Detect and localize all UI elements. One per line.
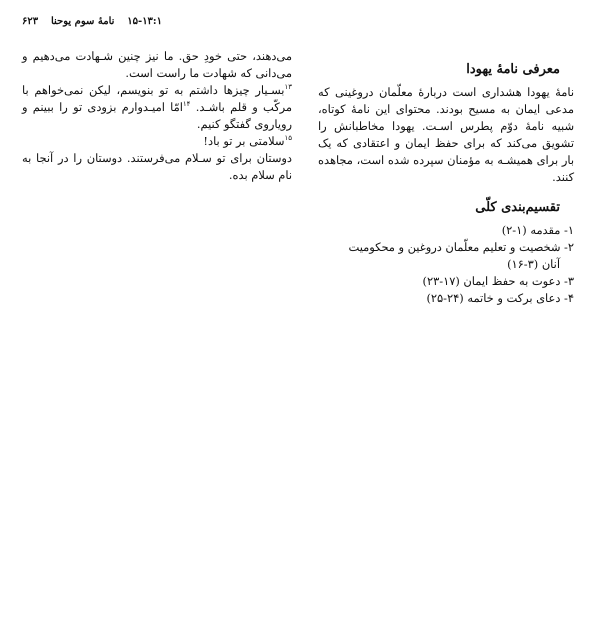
outline-item: ۱- مقدمه (۱-۲) xyxy=(501,223,574,237)
verse-15 xyxy=(22,133,292,150)
verse-15-continuation: دوستان برای تو سـلام می‌فرستند. دوستان را در آنجا به نام سلام بده. xyxy=(22,151,292,182)
chapter-verse-reference: ۱۵-۱۳:۱ xyxy=(127,15,162,27)
outline-list xyxy=(318,222,574,307)
running-head xyxy=(22,12,162,30)
verse-number: ۱۵ xyxy=(284,134,292,143)
verse-number: ۱۳ xyxy=(284,83,292,92)
introduction-heading: معرفی نامهٔ یهودا xyxy=(466,62,560,77)
outline-item: ۲- شخصیت و تعلیم معلّمان دروغین و محکومیت xyxy=(348,240,574,254)
outline-item-continuation: آنان (۳-۱۶) xyxy=(507,257,560,271)
book-title: نامهٔ سوم یوحنا xyxy=(50,15,115,27)
verse-text: امّا امیـدوارم بزودی تو را ببینم و روياروی گفتگو کنیم. xyxy=(22,100,292,131)
left-column xyxy=(22,48,292,184)
outline-item: ۳- دعوت به حفظ ایمان (۱۷-۲۳) xyxy=(422,274,574,288)
outline-item: ۴- دعای برکت و خاتمه (۲۴-۲۵) xyxy=(426,291,574,305)
verse-number: ۱۴ xyxy=(182,100,191,109)
introduction-text: نامهٔ یهودا هشداری است دربارهٔ معلّمان دروغینی که مدعی ایمان به مسیح بودند. محتوای این نامهٔ کوتاه، شبیه نامهٔ دوّم پطرس اسـت. یهودا مخاطبانش را تشویق می‌کند که برای حفظ ایمان و اعتقادی که یک بار برای همیشـه به مؤمنان سپرده شده است، مجاهده کنند. xyxy=(318,85,574,184)
page-number: ۶۲۳ xyxy=(22,15,39,27)
right-column xyxy=(318,60,574,307)
outline-heading: تقسیم‌بندی کلّی xyxy=(475,200,560,215)
verse-13 xyxy=(22,82,292,133)
verse-12-continuation: می‌دهند، حتی خودِ حق. ما نیز چنین شـهادت می‌دهیم و می‌دانی که شهادت ما راست است. xyxy=(22,49,292,80)
verse-text: سلامتی بر تو باد! xyxy=(203,134,285,148)
verse-text: بسـیار چیزها داشتم به تو بنویسم، لیکن نمی‌خواهم با مرکّب و قلم باشـد. xyxy=(22,83,292,114)
